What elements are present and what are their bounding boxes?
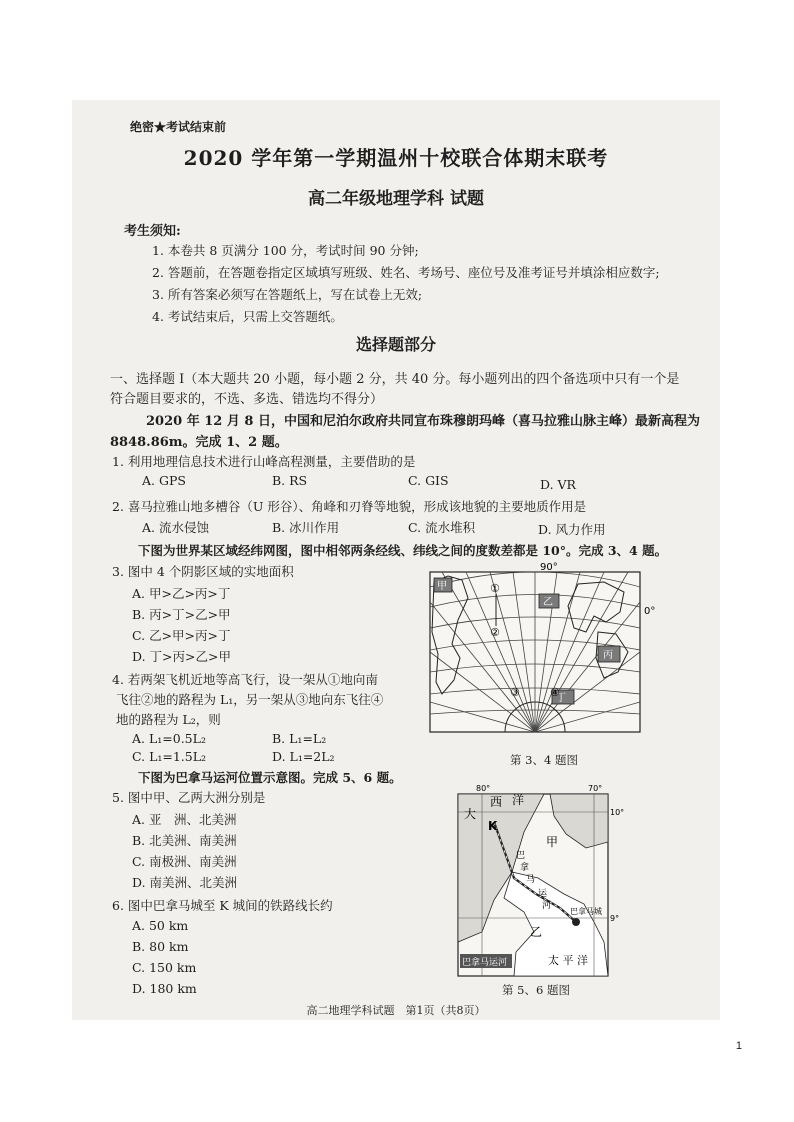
figure-3-4-caption: 第 3、4 题图 [510, 753, 578, 767]
notice-heading: 考生须知: [124, 224, 181, 239]
atlantic-label: 洋 [512, 793, 525, 807]
q1-option-a: A. GPS [142, 473, 186, 488]
q6-option-a: A. 50 km [132, 918, 189, 933]
canal-label: 马 [526, 875, 536, 885]
point-2: ② [490, 626, 500, 639]
exam-page [72, 100, 720, 1020]
q4-option-c: C. L₁=1.5L₂ [132, 749, 207, 764]
lat-10-label: 10° [610, 808, 624, 817]
label-ding: 丁 [556, 693, 566, 704]
page-footer: 高二地理学科试题 第1页（共8页） [306, 1004, 486, 1017]
lat-9-label: 9° [610, 914, 620, 923]
q2-option-c: C. 流水堆积 [408, 520, 476, 535]
legend-panama-canal: 巴拿马运河 [462, 958, 508, 968]
intro-q5-6: 下图为巴拿马运河位置示意图。完成 5、6 题。 [138, 770, 402, 785]
question-3: 3. 图中 4 个阴影区域的实地面积 [112, 564, 294, 579]
question-5: 5. 图中甲、乙两大洲分别是 [112, 790, 266, 805]
q3-option-b: B. 丙>丁>乙>甲 [132, 607, 231, 622]
canal-label: 拿 [520, 863, 530, 873]
part1-instructions: 一、选择题 I（本大题共 20 小题，每小题 2 分，共 40 分。每小题列出的四个备选项中只有一个是 [110, 372, 680, 387]
continent-jia-label: 甲 [546, 835, 559, 849]
q3-option-c: C. 乙>甲>丙>丁 [132, 628, 231, 643]
canal-label: 河 [542, 901, 552, 911]
canal-label: 运 [538, 889, 548, 899]
panama-canal-map [454, 782, 624, 982]
atlantic-label: 西 [490, 795, 503, 809]
question-6: 6. 图中巴拿马城至 K 城间的铁路线长约 [112, 898, 333, 913]
q6-option-d: D. 180 km [132, 981, 197, 996]
q2-option-b: B. 冰川作用 [272, 520, 340, 535]
exam-title: 2020 学年第一学期温州十校联合体期末联考 [183, 146, 609, 170]
q4-option-d: D. L₁=2L₂ [272, 749, 335, 764]
atlantic-label: 大 [464, 807, 477, 821]
label-jia: 甲 [437, 581, 447, 592]
intro-q1-2: 2020 年 12 月 8 日，中国和尼泊尔政府共同宣布珠穆朗玛峰（喜马拉雅山脉主峰）最新高程为 [146, 414, 700, 429]
q3-option-d: D. 丁>丙>乙>甲 [132, 649, 231, 664]
question-4: 4. 若两架飞机近地等高飞行，设一架从①地向南 [112, 672, 378, 687]
q1-option-d: D. VR [540, 477, 576, 492]
confidential-mark: 绝密★考试结束前 [130, 120, 227, 134]
lon-70-label: 70° [588, 784, 603, 793]
question-1: 1. 利用地理信息技术进行山峰高程测量，主要借助的是 [112, 454, 416, 469]
q4-option-a: A. L₁=0.5L₂ [132, 731, 206, 746]
q1-option-c: C. GIS [408, 473, 449, 488]
q2-option-d: D. 风力作用 [538, 522, 606, 537]
q5-option-c: C. 南极洲、南美洲 [132, 854, 237, 869]
lon-80-label: 80° [476, 784, 491, 793]
point-1: ① [490, 582, 500, 595]
point-4: ④ [550, 686, 560, 699]
q5-option-a: A. 亚 洲、北美洲 [132, 812, 237, 827]
section-title: 选择题部分 [355, 335, 436, 354]
canal-label: 巴 [516, 851, 526, 861]
page-number: 1 [735, 1040, 742, 1052]
label-yi: 乙 [543, 597, 553, 608]
q1-option-b: B. RS [272, 473, 308, 488]
notice-item: 1. 本卷共 8 页满分 100 分，考试时间 90 分钟; [152, 243, 419, 258]
q5-option-b: B. 北美洲、南美洲 [132, 833, 237, 848]
intro-q1-2-cont: 8848.86m。完成 1、2 题。 [110, 435, 288, 450]
part1-instructions-cont: 符合题目要求的，不选、多选、错选均不得分） [110, 392, 384, 407]
intro-q3-4: 下图为世界某区域经纬网图，图中相邻两条经线、纬线之间的度数差都是 10°。完成 3、4 题。 [138, 543, 668, 558]
q2-option-a: A. 流水侵蚀 [142, 520, 209, 535]
continent-yi-label: 乙 [530, 925, 543, 939]
notice-item: 3. 所有答案必须写在答题纸上，写在试卷上无效; [152, 287, 423, 302]
notice-item: 2. 答题前，在答题卷指定区域填写班级、姓名、考场号、座位号及准考证号并填涂相应数字; [152, 265, 660, 280]
notice-item: 4. 考试结束后，只需上交答题纸。 [152, 309, 343, 324]
q3-option-a: A. 甲>乙>丙>丁 [132, 586, 231, 601]
pacific-label: 太 平 洋 [548, 954, 588, 967]
q6-option-b: B. 80 km [132, 939, 189, 954]
figure-5-6-caption: 第 5、6 题图 [502, 983, 570, 997]
graticule-map [428, 562, 678, 752]
exam-subtitle: 高二年级地理学科 试题 [308, 189, 484, 209]
question-4-cont: 地的路程为 L₂，则 [116, 712, 221, 727]
q5-option-d: D. 南美洲、北美洲 [132, 875, 238, 890]
panama-city-label: 巴拿马城 [570, 907, 602, 916]
longitude-label: 90° [540, 562, 558, 573]
question-2: 2. 喜马拉雅山地多槽谷（U 形谷）、角峰和刃脊等地貌，形成该地貌的主要地质作用是 [112, 499, 587, 514]
point-3: ③ [510, 686, 520, 699]
question-4-cont: 飞往②地的路程为 L₁，另一架从③地向东飞往④ [116, 692, 384, 707]
label-bing: 丙 [603, 650, 613, 661]
city-k-label: K [488, 819, 498, 833]
q4-option-b: B. L₁=L₂ [272, 731, 327, 746]
latitude-label: 0° [644, 606, 656, 617]
q6-option-c: C. 150 km [132, 960, 197, 975]
